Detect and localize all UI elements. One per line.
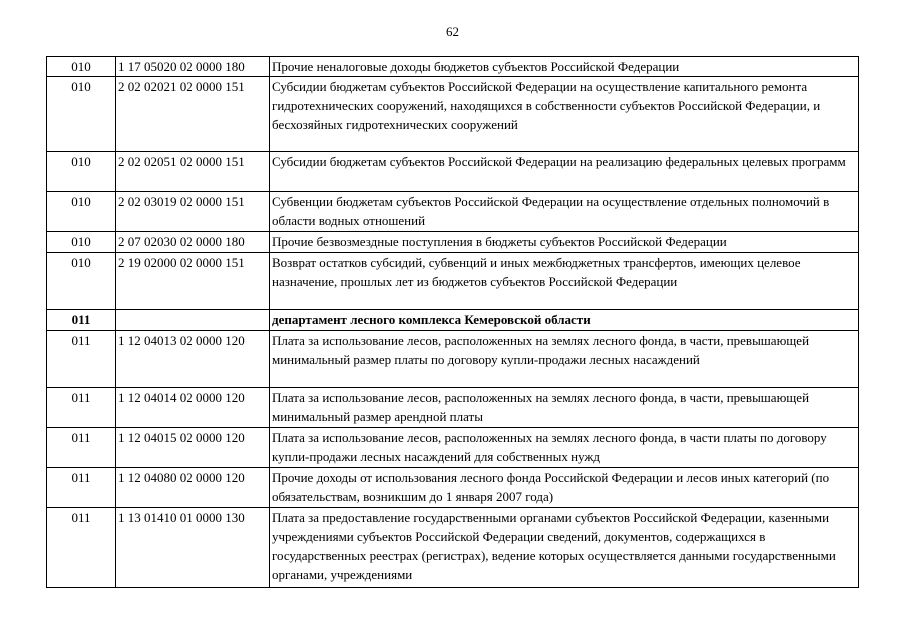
classification-code-cell: 1 17 05020 02 0000 180: [116, 57, 270, 77]
description-cell: Плата за использование лесов, расположенных на землях лесного фонда, в части платы по договору купли-продажи лесных насаждений для собственных нужд: [270, 428, 859, 468]
description-cell: Прочие доходы от использования лесного фонда Российской Федерации и лесов иных категорий (по обязательствам, возникшим до 1 января 2007 года): [270, 468, 859, 508]
classification-code-cell: 2 02 03019 02 0000 151: [116, 192, 270, 232]
page-number: 62: [446, 24, 459, 39]
classification-code-cell: 1 12 04014 02 0000 120: [116, 388, 270, 428]
admin-code-cell: 010: [47, 77, 116, 152]
admin-code-cell: 011: [47, 508, 116, 588]
table-row: [47, 57, 859, 77]
table-row: [47, 152, 859, 192]
description-cell: Субвенции бюджетам субъектов Российской Федерации на осуществление отдельных полномочий в области водных отношений: [270, 192, 859, 232]
description-cell: Плата за использование лесов, расположенных на землях лесного фонда, в части, превышающей минимальный размер арендной платы: [270, 388, 859, 428]
table-row: [47, 232, 859, 253]
description-cell: департамент лесного комплекса Кемеровской области: [270, 310, 859, 331]
classification-code-cell: 1 12 04080 02 0000 120: [116, 468, 270, 508]
description-cell: Прочие неналоговые доходы бюджетов субъектов Российской Федерации: [270, 57, 859, 77]
admin-code-cell: 010: [47, 152, 116, 192]
table-body: [47, 57, 859, 588]
classification-code-cell: 1 13 01410 01 0000 130: [116, 508, 270, 588]
classification-code-cell: 1 12 04015 02 0000 120: [116, 428, 270, 468]
admin-code-cell: 010: [47, 57, 116, 77]
admin-code-cell: 010: [47, 232, 116, 253]
admin-code-cell: 010: [47, 192, 116, 232]
table-row: [47, 508, 859, 588]
classification-code-cell: 2 19 02000 02 0000 151: [116, 253, 270, 310]
table-row: [47, 428, 859, 468]
description-cell: Плата за использование лесов, расположенных на землях лесного фонда, в части, превышающей минимальный размер платы по договору купли-продажи лесных насаждений: [270, 331, 859, 388]
table-row: [47, 331, 859, 388]
table-row: [47, 192, 859, 232]
admin-code-cell: 011: [47, 331, 116, 388]
admin-code-cell: 011: [47, 468, 116, 508]
classification-code-cell: 2 02 02051 02 0000 151: [116, 152, 270, 192]
classification-code-cell: [116, 310, 270, 331]
admin-code-cell: 010: [47, 253, 116, 310]
budget-classification-table: [46, 56, 859, 588]
description-cell: Субсидии бюджетам субъектов Российской Федерации на реализацию федеральных целевых программ: [270, 152, 859, 192]
table-row: [47, 77, 859, 152]
classification-code-cell: 1 12 04013 02 0000 120: [116, 331, 270, 388]
description-cell: Возврат остатков субсидий, субвенций и иных межбюджетных трансфертов, имеющих целевое назначение, прошлых лет из бюджетов субъектов Российской Федерации: [270, 253, 859, 310]
admin-code-cell: 011: [47, 388, 116, 428]
description-cell: Субсидии бюджетам субъектов Российской Федерации на осуществление капитального ремонта гидротехнических сооружений, находящихся в собственности субъектов Российской Федерации, и бесхозяйных гидротехнических сооружений: [270, 77, 859, 152]
table-row: [47, 388, 859, 428]
admin-code-cell: 011: [47, 310, 116, 331]
table-row: [47, 310, 859, 331]
description-cell: Плата за предоставление государственными органами субъектов Российской Федерации, казенными учреждениями субъектов Российской Федерации сведений, документов, содержащихся в государственных реестрах (регистрах), ведение которых осуществляется данными государственными органами, учреждениями: [270, 508, 859, 588]
description-cell: Прочие безвозмездные поступления в бюджеты субъектов Российской Федерации: [270, 232, 859, 253]
table-row: [47, 468, 859, 508]
table-row: [47, 253, 859, 310]
admin-code-cell: 011: [47, 428, 116, 468]
classification-code-cell: 2 07 02030 02 0000 180: [116, 232, 270, 253]
classification-code-cell: 2 02 02021 02 0000 151: [116, 77, 270, 152]
